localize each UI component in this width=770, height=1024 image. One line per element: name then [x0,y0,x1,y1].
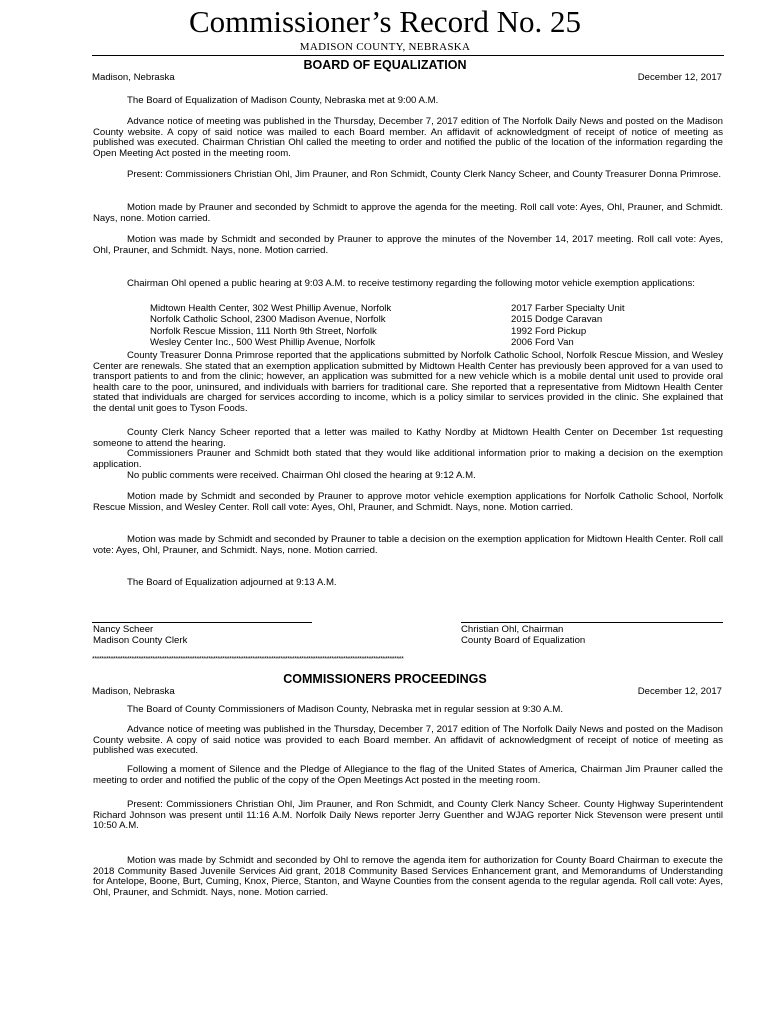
proceedings-heading: COMMISSIONERS PROCEEDINGS [283,672,487,686]
proceedings-place: Madison, Nebraska [92,686,175,697]
vehicle: 2017 Farber Specialty Unit [511,303,625,314]
clerk-name: Nancy Scheer [93,624,154,635]
boe-paragraph: Advance notice of meeting was published in the Thursday, December 7, 2017 edition of The Norfolk Daily News and posted on the Madison County website. A copy of said notice was mailed to each Board member. An affidavit of acknowledgment of receipt of notice of meeting as published was executed. Chairman Christian Ohl called the meeting to order and notified the public of the location of the information regarding the Open Meeting Act posted in the meeting room. [93,116,723,159]
applicant: Midtown Health Center, 302 West Phillip Avenue, Norfolk [150,303,392,314]
vehicle: 1992 Ford Pickup [511,325,587,337]
proceedings-place-date [92,686,722,697]
adjournment: The Board of Equalization adjourned at 9:13 A.M. [127,577,337,588]
hearing-paragraph: No public comments were received. Chairman Ohl closed the hearing at 9:12 A.M. [127,470,476,481]
county-subtitle: MADISON COUNTY, NEBRASKA [299,41,471,53]
vehicle: 2006 Ford Van [511,337,574,349]
clerk-title: Madison County Clerk [93,635,188,647]
chairman-title: County Board of Equalization [461,635,586,647]
hearing-paragraph: County Clerk Nancy Scheer reported that a letter was mailed to Kathy Nordby at Midtown Health Center on December 1st requesting someone to attend the hearing. [93,427,723,449]
boe-paragraph: Present: Commissioners Christian Ohl, Jim Prauner, and Ron Schmidt, County Clerk Nancy Scheer, and County Treasurer Donna Primrose. [127,169,721,180]
boe-place: Madison, Nebraska [92,72,175,83]
chairman-signature-line [461,622,723,623]
section-separator: ************************************************************************************************************************************** [92,656,404,663]
chairman-name: Christian Ohl, Chairman [461,624,564,635]
clerk-signature-block [93,624,187,647]
proceedings-paragraph: The Board of County Commissioners of Madison County, Nebraska met in regular session at 9:30 A.M. [127,704,564,715]
proceedings-paragraph: Motion was made by Schmidt and seconded by Ohl to remove the agenda item for authorization for County Board Chairman to execute the 2018 Community Based Juvenile Services Aid grant, 2018 Community Based Services Enhancement grant, and Memorandums of Understanding for Antelope, Boone, Burt, Cuming, Knox, Pierce, Stanton, and Wayne Counties from the consent agenda to the regular agenda. Roll call vote: Ayes, Ohl, Prauner, and Schmidt. Nays, none. Motion carried. [93,855,723,898]
list-item [150,314,650,325]
proceedings-paragraph: Following a moment of Silence and the Pledge of Allegiance to the flag of the United States of America, Chairman Jim Prauner called the meeting to order and notified the public of the copy of the Open Meetings Act posted in the meeting room. [93,764,723,786]
boe-paragraph: Motion was made by Schmidt and seconded by Prauner to approve the minutes of the November 14, 2017 meeting. Roll call vote: Ayes, Ohl, Prauner, and Schmidt. Nays, none. Motion carried. [93,234,723,256]
clerk-signature-line [92,622,312,623]
header-rule [92,55,724,56]
proceedings-date: December 12, 2017 [637,686,722,697]
proceedings-paragraph: Present: Commissioners Christian Ohl, Jim Prauner, and Ron Schmidt, and County Clerk Nancy Scheer. County Highway Superintendent Richard Johnson was present until 11:16 A.M. Norfolk Daily News reporter Jerry Guenther and WJAG reporter Nick Stevenson were present until 10:50 A.M. [93,799,723,832]
record-title: Commissioner’s Record No. 25 [188,4,582,39]
chairman-signature-block [461,624,585,647]
boe-paragraph: Motion made by Prauner and seconded by Schmidt to approve the agenda for the meeting. Roll call vote: Ayes, Ohl, Prauner, and Schmidt. Nays, none. Motion carried. [93,202,723,224]
hearing-paragraph: County Treasurer Donna Primrose reported that the applications submitted by Norfolk Catholic School, Norfolk Rescue Mission, and Wesley Center are renewals. She stated that an exemption application submitted by Midtown Health Center has previously been approved for a van used to transport patients to and from the clinic; however, an application was submitted for a new vehicle which is a mobile dental unit used to provide oral health care to the poor, uninsured, and individuals with barriers for traditional care. She reported that a representative from Midtown Health Center stated that individuals are charged for services according to income, which is a policy similar to services provided in the clinic. She explained that the dental unit goes to Tyson Foods. [93,350,723,414]
boe-date: December 12, 2017 [637,72,722,83]
applicant: Norfolk Catholic School, 2300 Madison Avenue, Norfolk [150,314,386,326]
list-item [150,326,650,337]
proceedings-paragraph: Advance notice of meeting was published in the Thursday, December 7, 2017 edition of The Norfolk Daily News and posted on the Madison County website. A copy of said notice was provided to each Board member. An affidavit of acknowledgment of receipt of notice of meeting as published was executed. [93,724,723,757]
exemption-application-list [150,303,650,349]
vehicle: 2015 Dodge Caravan [511,314,603,326]
boe-place-date [92,72,722,83]
boe-heading: BOARD OF EQUALIZATION [303,58,467,72]
boe-paragraph: Chairman Ohl opened a public hearing at 9:03 A.M. to receive testimony regarding the following motor vehicle exemption applications: [127,278,695,289]
applicant: Norfolk Rescue Mission, 111 North 9th Street, Norfolk [150,325,377,337]
list-item [150,303,650,314]
hearing-paragraph: Commissioners Prauner and Schmidt both stated that they would like additional information prior to making a decision on the exemption application. [93,448,723,470]
boe-paragraph: The Board of Equalization of Madison County, Nebraska met at 9:00 A.M. [127,95,439,106]
applicant: Wesley Center Inc., 500 West Phillip Avenue, Norfolk [150,337,376,349]
boe-motion: Motion made by Schmidt and seconded by Prauner to approve motor vehicle exemption applications for Norfolk Catholic School, Norfolk Rescue Mission, and Wesley Center. Roll call vote: Ayes, Ohl, Prauner, and Schmidt. Nays, none. Motion carried. [93,491,723,513]
list-item [150,337,650,348]
boe-motion: Motion was made by Schmidt and seconded by Prauner to table a decision on the exemption application for Midtown Health Center. Roll call vote: Ayes, Ohl, Prauner, and Schmidt. Nays, none. Motion carried. [93,534,723,556]
